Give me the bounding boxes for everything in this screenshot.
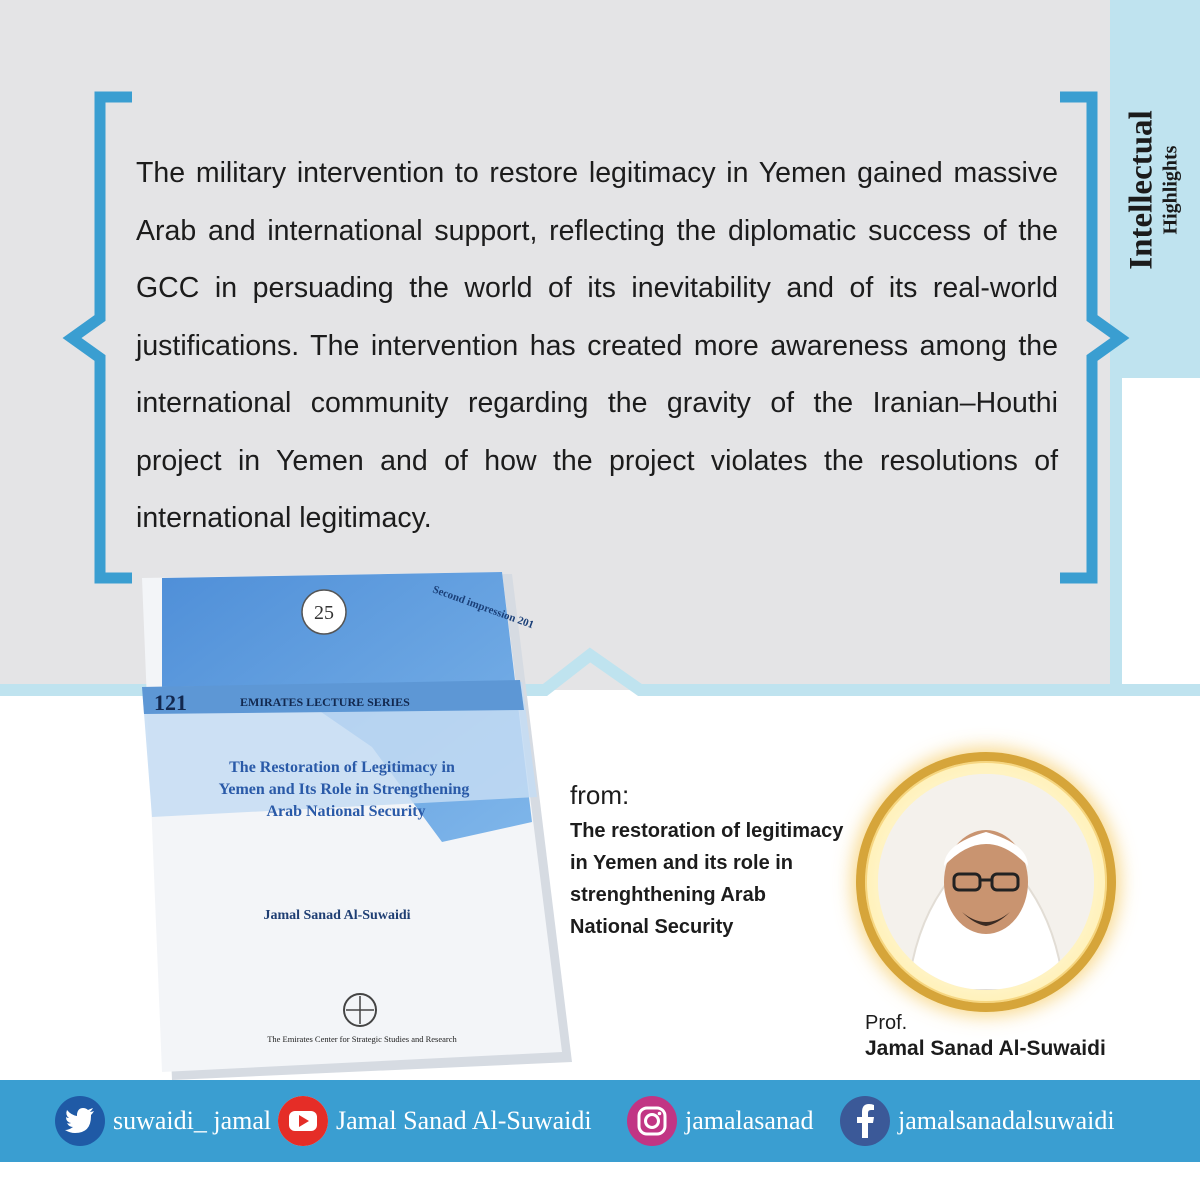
- book-author: Jamal Sanad Al-Suwaidi: [263, 908, 411, 923]
- source-label: from:: [570, 780, 630, 810]
- author-name: Jamal Sanad Al-Suwaidi: [865, 1037, 1106, 1060]
- author-portrait: [856, 752, 1116, 1012]
- social-facebook[interactable]: [840, 1080, 1115, 1162]
- quote-text: The military intervention to restore legitimacy in Yemen gained massive Arab and international support, reflecting the diplomatic success of the GCC in persuading the world of its inevitability and of its real-world justifications. The intervention has created more awareness among the international community regarding the gravity of the Iranian–Houthi project in Yemen and of how the project violates the resolutions of international legitimacy.: [136, 157, 1058, 534]
- portrait-photo: [878, 774, 1094, 990]
- book-title-line1: The Restoration of Legitimacy in: [229, 759, 455, 776]
- book-publisher: The Emirates Center for Strategic Studies and Research: [267, 1034, 457, 1044]
- side-tab-subtitle: Highlights: [1159, 145, 1182, 235]
- series-number: 121: [154, 690, 187, 715]
- facebook-icon: [840, 1096, 890, 1146]
- left-bracket: [72, 97, 132, 578]
- anniversary-number: 25: [314, 602, 334, 624]
- youtube-handle[interactable]: Jamal Sanad Al-Suwaidi: [336, 1106, 592, 1135]
- source-title: The restoration of legitimacy in Yemen and its role in strenghthening Arab National Security: [570, 820, 844, 938]
- author-credit: [865, 1012, 1106, 1061]
- facebook-handle[interactable]: jamalsanadalsuwaidi: [898, 1106, 1115, 1135]
- person-avatar-icon: [878, 774, 1094, 990]
- author-title: Prof.: [865, 1012, 908, 1034]
- social-twitter[interactable]: [55, 1080, 271, 1162]
- series-name: EMIRATES LECTURE SERIES: [240, 695, 410, 709]
- book-title-line3: Arab National Security: [266, 803, 426, 820]
- social-youtube[interactable]: [278, 1080, 592, 1162]
- instagram-handle[interactable]: jamalasanad: [685, 1106, 814, 1135]
- book-title-line2: Yemen and Its Role in Strengthening: [218, 781, 470, 798]
- twitter-icon: [55, 1096, 105, 1146]
- social-instagram[interactable]: [627, 1080, 814, 1162]
- twitter-handle[interactable]: suwaidi_ jamal: [113, 1106, 272, 1135]
- bottom-margin: [0, 1162, 1200, 1200]
- book-cover: [142, 572, 572, 1082]
- youtube-icon: [278, 1096, 328, 1146]
- impression-label: Second impression 201: [430, 583, 536, 632]
- side-tab-title: Intellectual: [1123, 110, 1160, 270]
- instagram-icon: [627, 1096, 677, 1146]
- source-block: [570, 780, 850, 943]
